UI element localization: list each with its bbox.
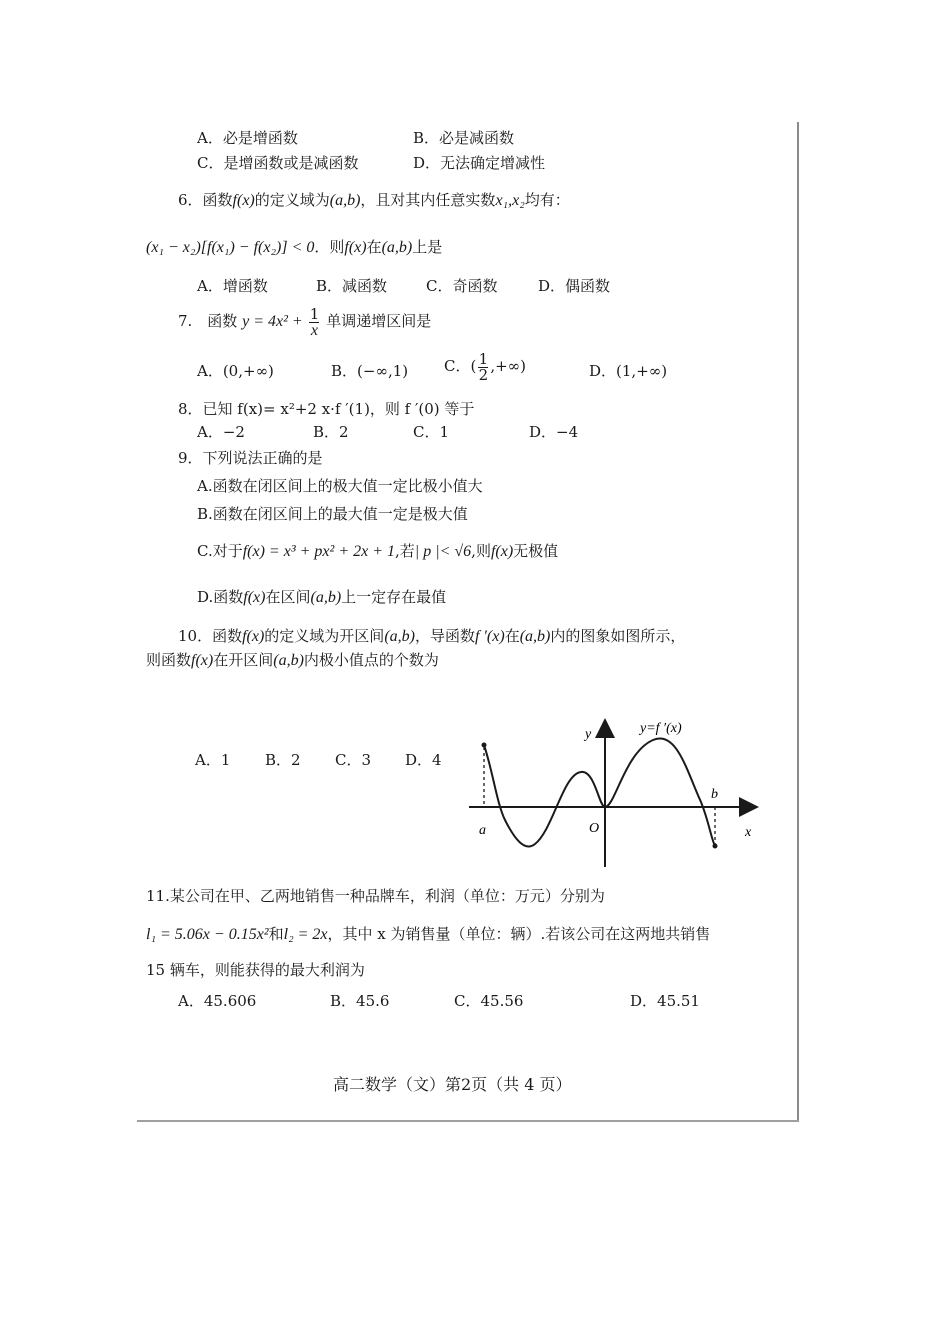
q7-option-b: B．(−∞,1) (331, 362, 409, 380)
q8-option-b: B．2 (313, 423, 349, 441)
q7-option-d: D．(1,+∞) (589, 362, 668, 380)
q11-option-d: D．45.51 (630, 992, 700, 1010)
q6-option-c: C．奇函数 (426, 277, 498, 295)
q7-option-a: A．(0,+∞) (197, 362, 274, 380)
q10-stem-line1: 10．函数f(x)的定义域为开区间(a,b)，导函数f ′(x)在(a,b)内的图象如图所示， (178, 627, 686, 645)
q8-option-d: D．−4 (529, 423, 579, 441)
q5-option-d: D．无法确定增减性 (413, 154, 546, 172)
b-label: b (711, 787, 718, 802)
page-footer: 高二数学（文）第2页（共 4 页） (333, 1075, 572, 1094)
q7-fraction: $\frac{1}{x}$ (309, 304, 320, 339)
q10-option-d: D．4 (405, 751, 442, 769)
q11-option-b: B．45.6 (330, 992, 390, 1010)
q11-stem-line2: l₁ = 5.06x − 0.15x²和l₂ = 2x，其中 x 为销售量（单位：辆）.若该公司在这两地共销售 (146, 925, 711, 943)
q9-option-d: D.函数f(x)在区间(a,b)上一定存在最值 (197, 588, 447, 606)
origin-label: O (589, 821, 600, 836)
q9-option-c: C.对于f(x) = x³ + px² + 2x + 1,若| p |< √6,则f(x)无极值 (197, 542, 559, 560)
q10-option-b: B．2 (265, 751, 301, 769)
q6-option-b: B．减函数 (316, 277, 388, 295)
q10-stem-line2: 则函数f(x)在开区间(a,b)内极小值点的个数为 (146, 651, 439, 669)
q11-option-c: C．45.56 (454, 992, 524, 1010)
q11-stem-line1: 11.某公司在甲、乙两地销售一种品牌车，利润（单位：万元）分别为 (146, 887, 605, 905)
q8-stem: 8．已知 f(x)= x²+2 x·f ′(1)，则 f ′(0) 等于 (178, 400, 475, 418)
q7-option-c: C．( $\frac{1}{2}$ ,+∞) (444, 349, 527, 384)
q8-option-a: A．−2 (197, 423, 245, 441)
page-border-bottom (137, 1120, 799, 1122)
q5-option-b: B．必是减函数 (413, 129, 515, 147)
q9-option-b: B.函数在闭区间上的最大值一定是极大值 (197, 505, 468, 523)
q5-option-a: A．必是增函数 (197, 129, 298, 147)
derivative-graph (465, 712, 770, 872)
q9-stem: 9．下列说法正确的是 (178, 449, 323, 467)
derivative-curve (484, 738, 715, 846)
q6-stem-line2: (x₁ − x₂)[f(x₁) − f(x₂)] < 0．则f(x)在(a,b)上是 (146, 238, 443, 256)
a-label: a (479, 823, 486, 838)
curve-start-point (482, 743, 487, 748)
q10-option-a: A．1 (195, 751, 231, 769)
q9-option-a: A.函数在闭区间上的极大值一定比极小值大 (197, 477, 483, 495)
page-border-right (797, 122, 799, 1122)
curve-label: y=f ′(x) (640, 721, 682, 736)
q7-stem: 7. 函数 y = 4x² + $\frac{1}{x}$ 单调递增区间是 (178, 304, 432, 339)
q6-stem-line1: 6．函数f(x)的定义域为(a,b)，且对其内任意实数x₁,x₂均有： (178, 191, 570, 209)
q10-option-c: C．3 (335, 751, 372, 769)
q11-option-a: A．45.606 (178, 992, 257, 1010)
y-axis-label: y (585, 727, 592, 742)
q6-option-d: D．偶函数 (538, 277, 611, 295)
q11-stem-line3: 15 辆车，则能获得的最大利润为 (146, 961, 365, 979)
q8-option-c: C．1 (413, 423, 450, 441)
curve-end-point (713, 844, 718, 849)
x-axis-label: x (745, 825, 752, 840)
q6-option-a: A．增函数 (197, 277, 268, 295)
q5-option-c: C．是增函数或是减函数 (197, 154, 359, 172)
